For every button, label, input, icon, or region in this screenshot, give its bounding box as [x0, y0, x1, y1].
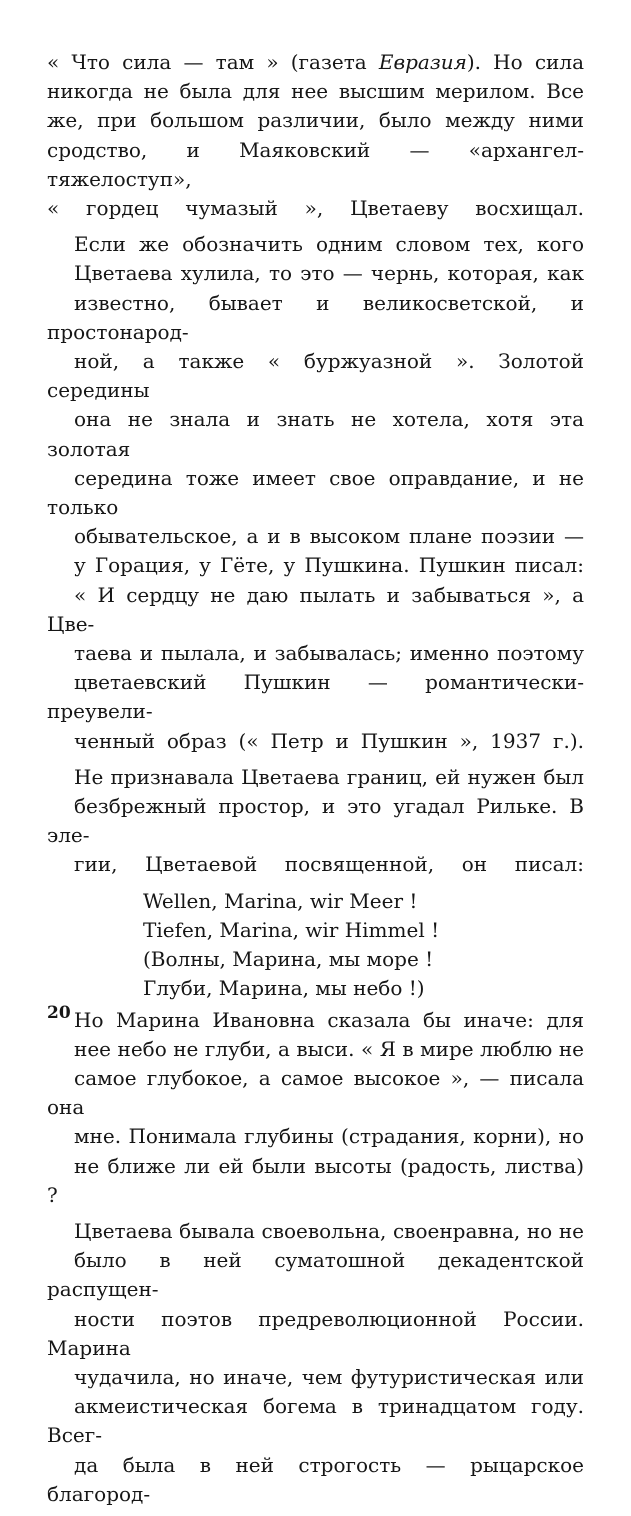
text-line: « гордец чумазый », Цветаеву восхищал.: [47, 196, 584, 221]
poem-line: (Волны, Марина, мы море !: [143, 947, 434, 972]
paragraph-5: [47, 1217, 584, 1509]
page-number: 20: [47, 1003, 71, 1023]
text-line: Если же обозначить одним словом тех, кого: [74, 232, 584, 257]
text-line: ной, а также « буржуазной ». Золотой середины: [47, 349, 584, 403]
paragraph-2: [47, 230, 584, 756]
text-line: она не знала и знать не хотела, хотя эта золотая: [47, 407, 584, 461]
text-line: же, при большом различии, было между ними: [47, 108, 584, 133]
text-line: « Что сила — там » (газета Евразия). Но сила: [47, 50, 584, 74]
text-line: сродство, и Маяковский — «архангел-тяжелоступ»,: [47, 137, 584, 191]
text-line: Не признавала Цветаева границ, ей нужен был: [74, 764, 584, 789]
paragraph-4: [47, 1006, 584, 1210]
text-line: безбрежный простор, и это угадал Рильке. В эле-: [47, 794, 584, 848]
text-line: Цветаева хулила, то это — чернь, которая, как: [74, 261, 584, 286]
poem-line: Tiefen, Marina, wir Himmel !: [143, 917, 440, 942]
page-text: [47, 48, 584, 1516]
text-line: не ближе ли ей были высоты (радость, листва) ?: [47, 1153, 584, 1207]
text-line: « И сердцу не даю пылать и забываться », а Цве-: [47, 582, 584, 636]
poem-line: Wellen, Marina, wir Meer !: [143, 888, 418, 913]
text-line: таева и пылала, и забывалась; именно поэтому: [74, 641, 584, 666]
paragraph-1: [47, 48, 584, 223]
text-line: ности поэтов предреволюционной России. Марина: [47, 1306, 584, 1360]
poem-quote: [143, 887, 584, 1004]
text-line: чудачила, но иначе, чем футуристическая или: [74, 1364, 584, 1389]
text-line: было в ней суматошной декадентской распущен-: [47, 1248, 584, 1302]
text-line: мне. Понимала глубины (страдания, корни), но: [74, 1124, 584, 1149]
text-line: нее небо не глуби, а выси. « Я в мире люблю не: [74, 1036, 584, 1061]
text-line: известно, бывает и великосветской, и простонарод-: [47, 290, 584, 344]
paragraph-3: [47, 763, 584, 880]
text-line: цветаевский Пушкин — романтически-преувели-: [47, 670, 584, 724]
text-line: никогда не была для нее высшим мерилом. Все: [47, 79, 584, 104]
text-line: середина тоже имеет свое оправдание, и не только: [47, 465, 584, 520]
text-line: обывательское, а и в высоком плане поэзии —: [74, 524, 584, 549]
text-line: самое глубокое, а самое высокое », — писала она: [47, 1065, 584, 1120]
text-line: Цветаева бывала своевольна, своенравна, но не: [74, 1218, 584, 1243]
text-line: ченный образ (« Петр и Пушкин », 1937 г.).: [74, 728, 584, 753]
text-line: да была в ней строгость — рыцарское благород-: [47, 1452, 584, 1506]
poem-line: Глуби, Марина, мы небо !): [143, 976, 425, 1001]
text-line: гии, Цветаевой посвященной, он писал:: [74, 852, 584, 877]
text-line: акмеистическая богема в тринадцатом году. Всег-: [47, 1394, 584, 1448]
text-line: у Горация, у Гёте, у Пушкина. Пушкин писал:: [74, 553, 584, 578]
text-line: Но Марина Ивановна сказала бы иначе: для: [74, 1007, 584, 1032]
newspaper-title: Евразия: [378, 50, 467, 74]
